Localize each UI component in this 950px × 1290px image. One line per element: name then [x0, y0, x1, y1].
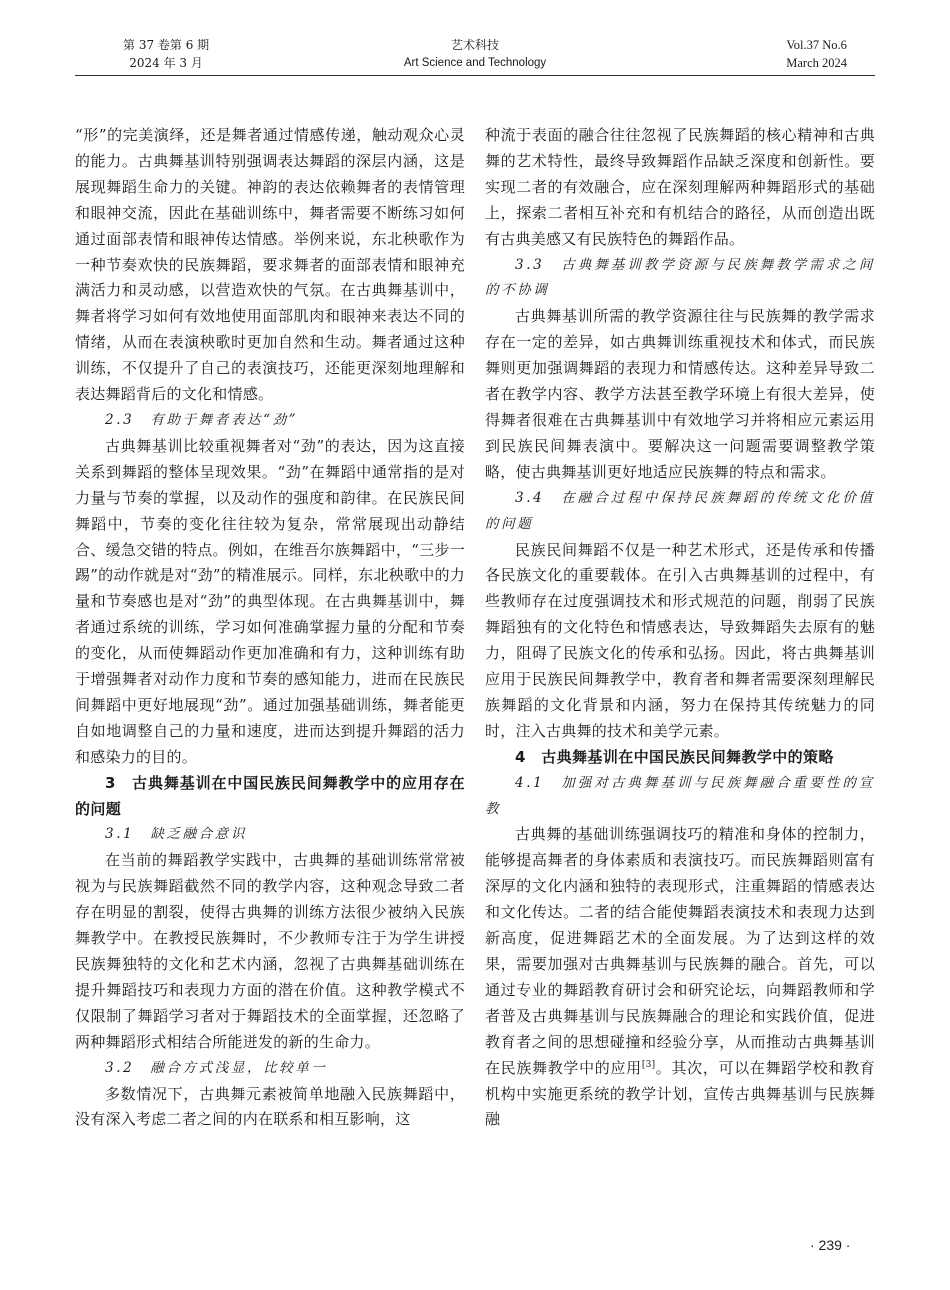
right-column [485, 123, 875, 1133]
paragraph-text: 。其次，可以在舞蹈学校和教育机构中实施更系统的教学计划，宣传古典舞基训与民族舞融 [485, 1058, 875, 1129]
subsection-heading-3-2: 3.2 融合方式浅显，比较单一 [105, 1059, 328, 1076]
header-rule [75, 75, 875, 76]
paragraph: “形”的完美演绎，还是舞者通过情感传递，触动观众心灵的能力。古典舞基训特别强调表达舞蹈的深层内涵，这是展现舞蹈生命力的关键。神韵的表达依赖舞者的表情管理和眼神交流，因此在基础训练中，舞者需要不断练习如何通过面部表情和眼神传达情感。举例来说，东北秧歌作为一种节奏欢快的民族舞蹈，要求舞者的面部表情和眼神充满活力和灵动感，以营造欢快的气氛。在古典舞基训中，舞者将学习如何有效地使用面部肌肉和眼神来表达不同的情绪，从而在表演秧歌时更加自然和生动。舞者通过这种训练，不仅提升了自己的表演技巧，还能更深刻地理解和表达舞蹈背后的文化和情感。 [75, 126, 465, 404]
header-center [75, 36, 875, 72]
subsection-heading-3-3: 3.3 古典舞基训教学资源与民族舞教学需求之间的不协调 [485, 256, 875, 299]
header-journal-cn: 艺术科技 [450, 38, 499, 52]
header-journal-en: Art Science and Technology [403, 57, 547, 69]
header-volume: 第 37 卷第 6 期 [123, 38, 210, 52]
section-heading-4: 4 古典舞基训在中国民族民间舞教学中的策略 [515, 747, 834, 766]
header-volume-en: Vol.37 No.6 [786, 38, 847, 52]
header-date-cn: 2024 年 3 月 [129, 56, 203, 70]
paragraph-text: 古典舞的基础训练强调技巧的精准和身体的控制力，能够提高舞者的身体素质和表演技巧。而民族舞蹈则富有深厚的文化内涵和独特的表现形式，注重舞蹈的情感表达和文化传达。二者的结合能使舞蹈表演技术和表现力达到新高度，促进舞蹈艺术的全面发展。为了达到这样的效果，需要加强对古典舞基训与民族舞的融合。首先，可以通过专业的舞蹈教育研讨会和研究论坛，向舞蹈教师和学者普及古典舞基训与民族舞融合的理论和实践价值，促进教育者之间的思想碰撞和经验分享，从而推动古典舞基训在民族舞教学中的应用 [485, 825, 875, 1077]
subsection-heading-3-1: 3.1 缺乏融合意识 [105, 826, 247, 843]
citation-marker: [3] [641, 1059, 656, 1070]
paragraph: 古典舞基训所需的教学资源往往与民族舞的教学需求存在一定的差异，如古典舞训练重视技术和体式，而民族舞则更加强调舞蹈的表现力和情感传达。这种差异导致二者在教学内容、教学方法甚至教学环境上有很大差异，使得舞者很难在古典舞基训中有效地学习并将相应元素运用到民族民间舞表演中。要解决这一问题需要调整教学策略，使古典舞基训更好地适应民族舞的特点和需求。 [485, 307, 875, 481]
paragraph: 民族民间舞蹈不仅是一种艺术形式，还是传承和传播各民族文化的重要载体。在引入古典舞基训的过程中，有些教师存在过度强调技术和形式规范的问题，削弱了民族舞蹈独有的文化特色和情感表达，导致舞蹈失去原有的魅力，阻碍了民族文化的传承和弘扬。因此，将古典舞基训应用于民族民间舞教学中，教育者和舞者需要深刻理解民族舞蹈的文化背景和内涵，努力在保持其传统魅力的同时，注入古典舞的技术和美学元素。 [485, 540, 875, 740]
subsection-heading-3-4: 3.4 在融合过程中保持民族舞蹈的传统文化价值的问题 [485, 489, 875, 532]
paragraph [485, 822, 875, 1133]
page-header [75, 36, 875, 72]
paragraph: 多数情况下，古典舞元素被简单地融入民族舞蹈中，没有深入考虑二者之间的内在联系和相互影响，这 [75, 1084, 465, 1129]
header-date-en: March 2024 [786, 56, 847, 70]
paragraph: 古典舞基训比较重视舞者对“劲”的表达，因为这直接关系到舞蹈的整体呈现效果。“劲”在舞蹈中通常指的是对力量与节奏的掌握，以及动作的强度和韵律。在民族民间舞蹈中，节奏的变化往往较为复杂，常常展现出动静结合、缓急交错的特点。例如，在维吾尔族舞蹈中，“三步一踢”的动作就是对“劲”的精准展示。同样，东北秧歌中的力量和节奏感也是对“劲”的典型体现。在古典舞基训中，舞者通过系统的训练，学习如何准确掌握力量的分配和节奏的变化，从而使舞蹈动作更加准确和有力，这种训练有助于增强舞者对动作力度和节奏的感知能力，进而在民族民间舞蹈中更好地展现“劲”。通过加强基础训练，舞者能更自如地调整自己的力量和速度，进而达到提升舞蹈的活力和感染力的目的。 [75, 436, 465, 766]
paragraph: 在当前的舞蹈教学实践中，古典舞的基础训练常常被视为与民族舞蹈截然不同的教学内容，这种观念导致二者存在明显的割裂，使得古典舞的训练方法很少被纳入民族舞教学中。在教授民族舞时，不少教师专注于为学生讲授民族舞独特的文化和艺术内涵，忽视了古典舞基础训练在提升舞蹈技巧和表现力方面的潜在价值。这种教学模式不仅限制了舞蹈学习者对于舞蹈技术的全面掌握，还忽略了两种舞蹈形式相结合所能迸发的新的生命力。 [75, 851, 465, 1051]
left-column [75, 123, 465, 1133]
subsection-heading-4-1: 4.1 加强对古典舞基训与民族舞融合重要性的宣教 [485, 774, 875, 817]
section-heading-3: 3 古典舞基训在中国民族民间舞教学中的应用存在的问题 [75, 773, 465, 818]
subsection-heading-2-3: 2.3 有助于舞者表达“劲” [105, 411, 299, 428]
paragraph: 种流于表面的融合往往忽视了民族舞蹈的核心精神和古典舞的艺术特性，最终导致舞蹈作品缺乏深度和创新性。要实现二者的有效融合，应在深刻理解两种舞蹈形式的基础上，探索二者相互补充和有机结合的路径，从而创造出既有古典美感又有民族特色的舞蹈作品。 [485, 126, 875, 248]
page-number: · 239 · [810, 1237, 851, 1253]
header-right [786, 36, 847, 72]
